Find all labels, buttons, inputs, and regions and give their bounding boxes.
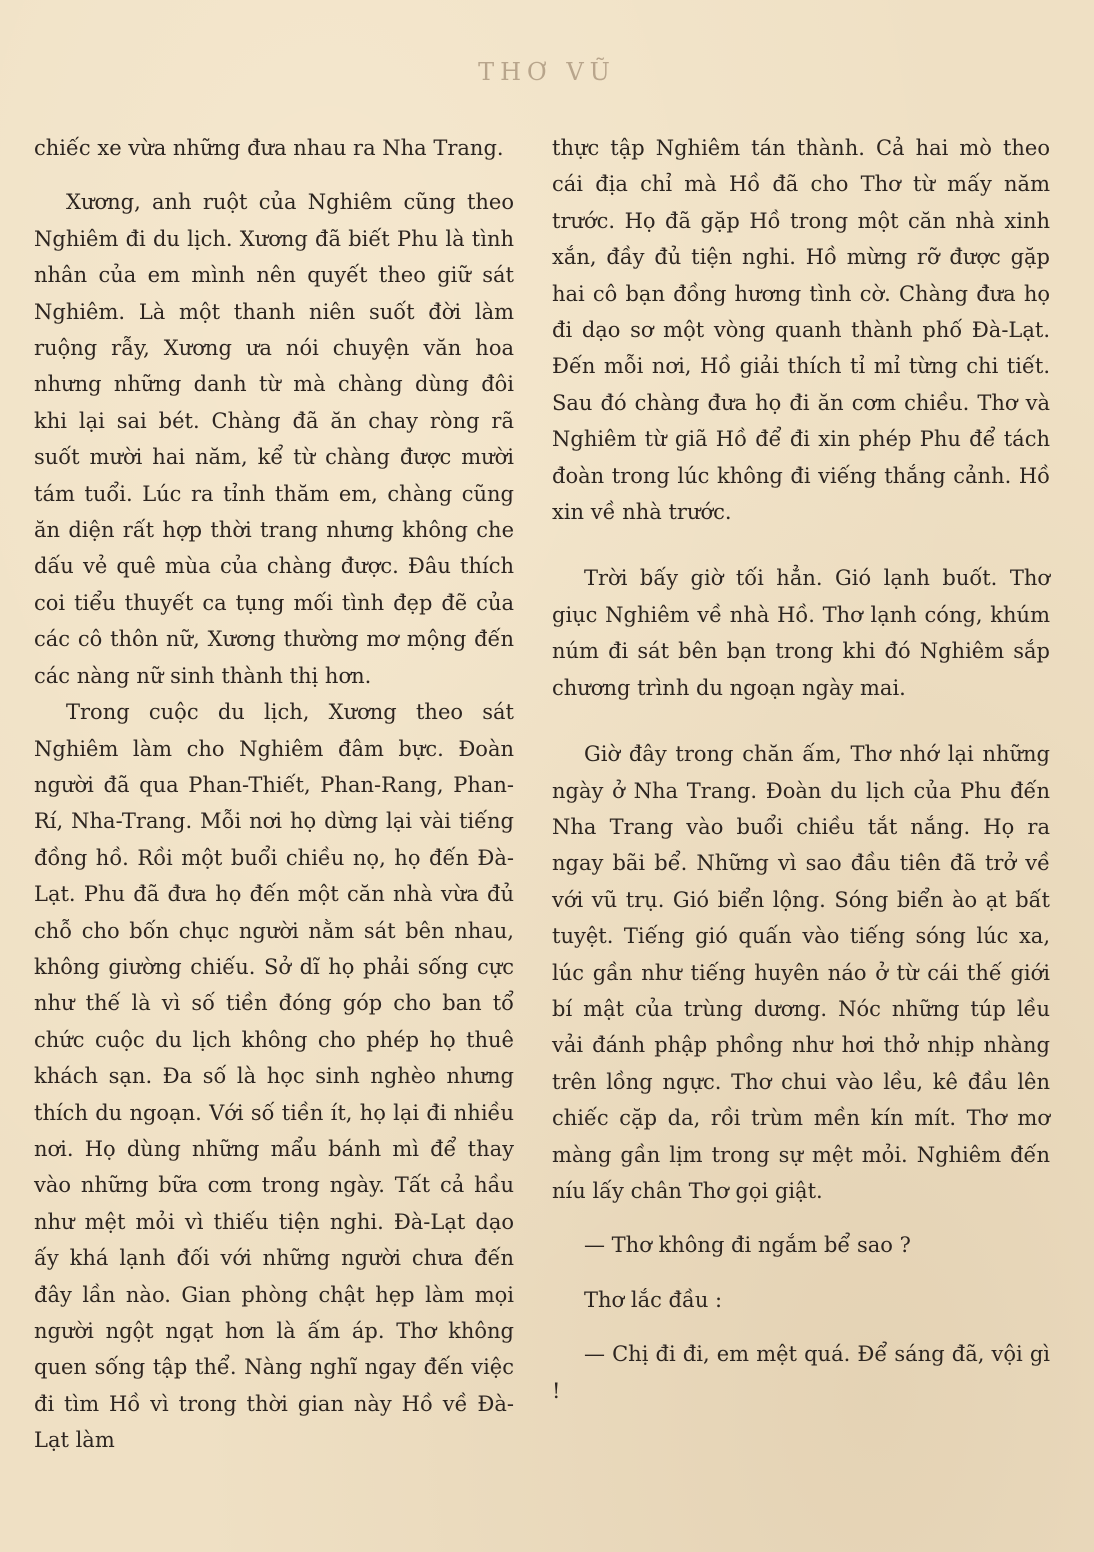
paragraph: Thơ lắc đầu : (584, 1287, 723, 1312)
paragraph: Trong cuộc du lịch, Xương theo sát Nghiêm làm cho Nghiêm đâm bực. Đoàn người đã qua Phan-Thiết, Phan-Rang, Phan-Rí, Nha-Trang. Mỗi nơi họ dừng lại vài tiếng đồng hồ. Rồi một buổi chiều nọ, họ đến Đà-Lạt. Phu đã đưa họ đến một căn nhà vừa đủ chỗ cho bốn chục người nằm sát bên nhau, không giường chiếu. Sở dĩ họ phải sống cực như thế là vì số tiền đóng góp cho ban tổ chức cuộc du lịch không cho phép họ thuê khách sạn. Đa số là học sinh nghèo nhưng thích du ngoạn. Với số tiền ít, họ lại đi nhiều nơi. Họ dùng những mẩu bánh mì để thay vào những bữa cơm trong ngày. Tất cả hầu như mệt mỏi vì thiếu tiện nghi. Đà-Lạt dạo ấy khá lạnh đối với những người chưa đến đây lần nào. Gian phòng chật hẹp làm mọi người ngột ngạt hơn là ấm áp. Thơ không quen sống tập thể. Nàng nghĩ ngay đến việc đi tìm Hồ vì trong thời gian này Hồ về Đà-Lạt làm (34, 700, 514, 1453)
paragraph: Giờ đây trong chăn ấm, Thơ nhớ lại những ngày ở Nha Trang. Đoàn du lịch của Phu đến Nha Trang vào buổi chiều tắt nắng. Họ ra ngay bãi bể. Những vì sao đầu tiên đã trở về với vũ trụ. Gió biển lộng. Sóng biển ào ạt bất tuyệt. Tiếng gió quấn vào tiếng sóng lúc xa, lúc gần như tiếng huyên náo ở từ cái thế giới bí mật của trùng dương. Nóc những túp lều vải đánh phập phồng như hơi thở nhịp nhàng trên lồng ngực. Thơ chui vào lều, kê đầu lên chiếc cặp da, rồi trùm mền kín mít. Thơ mơ màng gần lịm trong sự mệt mỏi. Nghiêm đến níu lấy chân Thơ gọi giật. (552, 742, 1050, 1203)
left-column (34, 130, 514, 1459)
paragraph: chiếc xe vừa những đưa nhau ra Nha Trang. (34, 136, 504, 160)
paragraph: Xương, anh ruột của Nghiêm cũng theo Nghiêm đi du lịch. Xương đã biết Phu là tình nhân của em mình nên quyết theo giữ sát Nghiêm. Là một thanh niên suốt đời làm ruộng rẫy, Xương ưa nói chuyện văn hoa nhưng những danh từ mà chàng dùng đôi khi lại sai bét. Chàng đã ăn chay ròng rã suốt mười hai năm, kể từ chàng được mười tám tuổi. Lúc ra tỉnh thăm em, chàng cũng ăn diện rất hợp thời trang nhưng không che dấu vẻ quê mùa của chàng được. Đâu thích coi tiểu thuyết ca tụng mối tình đẹp đẽ của các cô thôn nữ, Xương thường mơ mộng đến các nàng nữ sinh thành thị hơn. (34, 190, 514, 688)
right-column (552, 130, 1050, 1409)
running-header: THƠ VŨ (478, 58, 616, 86)
paragraph: thực tập Nghiêm tán thành. Cả hai mò theo cái địa chỉ mà Hồ đã cho Thơ từ mấy năm trước. Họ đã gặp Hồ trong một căn nhà xinh xắn, đầy đủ tiện nghi. Hồ mừng rỡ được gặp hai cô bạn đồng hương tình cờ. Chàng đưa họ đi dạo sơ một vòng quanh thành phố Đà-Lạt. Đến mỗi nơi, Hồ giải thích tỉ mỉ từng chi tiết. Sau đó chàng đưa họ đi ăn cơm chiều. Thơ và Nghiêm từ giã Hồ để đi xin phép Phu để tách đoàn trong lúc không đi viếng thắng cảnh. Hồ xin về nhà trước. (552, 136, 1050, 525)
paragraph: Trời bấy giờ tối hẳn. Gió lạnh buốt. Thơ giục Nghiêm về nhà Hồ. Thơ lạnh cóng, khúm núm đi sát bên bạn trong khi đó Nghiêm sắp chương trình du ngoạn ngày mai. (552, 566, 1050, 700)
dialogue-line: — Chị đi đi, em mệt quá. Để sáng đã, vội gì ! (552, 1342, 1050, 1403)
dialogue-line: — Thơ không đi ngắm bể sao ? (584, 1233, 911, 1258)
